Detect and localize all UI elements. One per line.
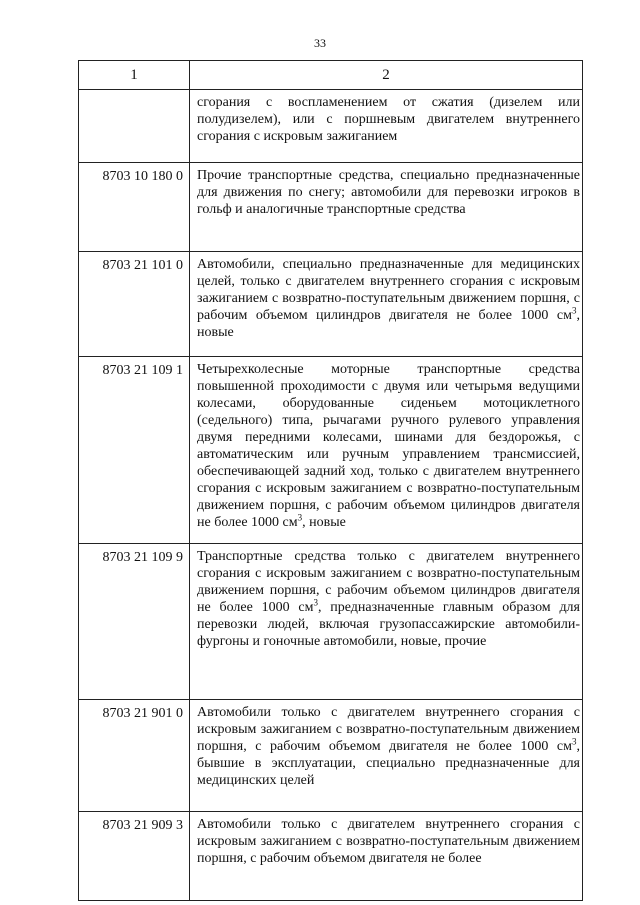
description-text: Автомобили только с двигателем внутреннего сгорания с искровым зажиганием с возвратно-поступательным движением поршня, с рабочим объемом двигателя не более 1000 см — [197, 705, 580, 754]
description-cell — [190, 544, 583, 700]
description-cell — [190, 163, 583, 252]
description-cell — [190, 252, 583, 357]
code-cell: 8703 21 109 9 — [79, 544, 190, 700]
superscript-3: 3 — [572, 305, 577, 316]
superscript-3: 3 — [297, 512, 303, 523]
description-text: Автомобили только с двигателем внутреннего сгорания с искровым зажиганием с возвратно-поступательным движением поршня, с рабочим объемом двигателя не более — [197, 817, 580, 866]
description-text: Автомобили, специально предназначенные для медицинских целей, только с двигателем внутреннего сгорания с искровым зажиганием с возвратно-поступательным движением поршня, с рабочим объемом цилиндров двигателя не более 1000 см — [197, 257, 580, 323]
description-text: сгорания с воспламенением от сжатия (дизелем или полудизелем), или с поршневым двигателем внутреннего сгорания с искровым зажиганием — [197, 95, 580, 144]
description-text: Транспортные средства только с двигателем внутреннего сгорания с искровым зажиганием с возвратно-поступательным движением поршня, с рабочим объемом цилиндров двигателя не более 1000 см — [197, 549, 580, 615]
description-text: Прочие транспортные средства, специально предназначенные для движения по снегу; автомобили для перевозки игроков в гольф и аналогичные транспортные средства — [197, 168, 580, 217]
code-cell: 8703 21 901 0 — [79, 700, 190, 812]
code-cell: 8703 21 109 1 — [79, 357, 190, 544]
description-cell — [190, 812, 583, 901]
column-1-header: 1 — [79, 61, 190, 90]
code-cell: 8703 21 909 3 — [79, 812, 190, 901]
tariff-code-table — [78, 60, 583, 901]
description-cell — [190, 90, 583, 163]
description-tail: , новые — [302, 515, 346, 530]
description-cell — [190, 357, 583, 544]
code-cell: 8703 21 101 0 — [79, 252, 190, 357]
table-row — [79, 357, 583, 544]
table-row — [79, 90, 583, 163]
description-cell — [190, 700, 583, 812]
description-tail: , бывшие в эксплуатации, специально предназначенные для медицинских целей — [197, 739, 580, 788]
code-cell: 8703 10 180 0 — [79, 163, 190, 252]
description-tail: , новые — [197, 308, 580, 340]
table-row — [79, 812, 583, 901]
table-header-row — [79, 61, 583, 90]
page-number: 33 — [314, 36, 326, 50]
table-row — [79, 700, 583, 812]
column-2-header: 2 — [190, 61, 583, 90]
table-row — [79, 163, 583, 252]
description-tail: , предназначенные главным образом для перевозки людей, включая грузопассажирские автомобили-фургоны и гоночные автомобили, новые, прочие — [197, 600, 580, 649]
description-text: Четырехколесные моторные транспортные средства повышенной проходимости с двумя или четырьмя ведущими колесами, оборудованные сиденьем мотоциклетного (седельного) типа, рычагами ручного рулевого управления двумя передними колесами, шинами для бездорожья, с автоматическим или ручным управлением трансмиссией, обеспечивающей задний ход, только с двигателем внутреннего сгорания с искровым зажиганием с возвратно-поступательным движением поршня, с рабочим объемом цилиндров двигателя не более 1000 см — [197, 362, 580, 530]
table-row — [79, 252, 583, 357]
superscript-3: 3 — [572, 736, 577, 747]
code-cell — [79, 90, 190, 163]
table-row — [79, 544, 583, 700]
superscript-3: 3 — [313, 597, 318, 608]
